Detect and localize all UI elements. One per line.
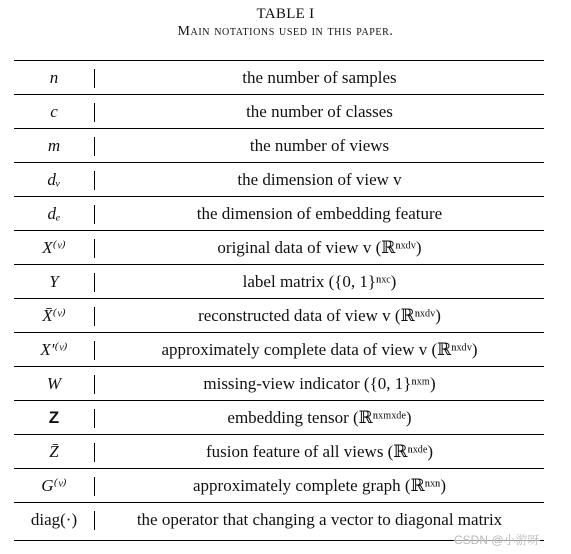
table-title: TABLE I	[256, 6, 315, 22]
table-row	[14, 265, 544, 299]
description-cell: embedding tensor (ℝⁿˣᵐˣᵈᵉ)	[227, 407, 412, 427]
table-row	[14, 197, 544, 231]
symbol-cell: X⁽ᵛ⁾	[42, 237, 66, 257]
table-row	[14, 469, 544, 503]
description-cell: the dimension of embedding feature	[196, 203, 443, 223]
symbol-cell: dᵥ	[47, 169, 61, 189]
description-cell: the operator that changing a vector to diagonal matrix	[136, 510, 503, 529]
description-cell: reconstructed data of view v (ℝⁿˣᵈᵛ)	[198, 305, 441, 325]
symbol-cell: Y	[49, 271, 59, 291]
watermark: CSDN @小游呀	[454, 533, 540, 547]
symbol-cell: n	[49, 67, 59, 87]
table-row	[14, 333, 544, 367]
symbol-cell: c	[50, 101, 58, 121]
symbol-cell: X̄⁽ᵛ⁾	[42, 305, 66, 325]
symbol-cell: m	[47, 135, 61, 155]
table-row	[14, 129, 544, 163]
symbol-cell: W	[46, 373, 62, 393]
description-cell: approximately complete graph (ℝⁿˣⁿ)	[192, 475, 447, 495]
description-cell: fusion feature of all views (ℝⁿˣᵈᵉ)	[205, 441, 434, 461]
notation-table	[14, 61, 544, 537]
symbol-cell: X′⁽ᵛ⁾	[40, 339, 68, 359]
description-cell: original data of view v (ℝⁿˣᵈᵛ)	[217, 237, 422, 257]
description-cell: the number of views	[249, 135, 390, 155]
symbol-cell: Z̄	[49, 441, 59, 461]
description-cell: the number of classes	[246, 101, 393, 121]
table-row	[14, 401, 544, 435]
description-cell: missing-view indicator ({0, 1}ⁿˣᵐ)	[203, 373, 436, 393]
table-row	[14, 61, 544, 95]
table-row	[14, 231, 544, 265]
table-row	[14, 163, 544, 197]
symbol-cell: G⁽ᵛ⁾	[41, 475, 67, 495]
table-row	[14, 95, 544, 129]
table-row	[14, 435, 544, 469]
description-cell: the dimension of view v	[237, 169, 402, 189]
symbol-cell: dₑ	[47, 203, 61, 223]
symbol-cell: diag(·)	[30, 510, 78, 529]
table-row	[14, 299, 544, 333]
table-caption: Main notations used in this paper.	[177, 24, 394, 39]
description-cell: label matrix ({0, 1}ⁿˣᶜ)	[242, 271, 397, 291]
table-row	[14, 367, 544, 401]
description-cell: the number of samples	[242, 67, 397, 87]
description-cell: approximately complete data of view v (ℝⁿˣᵈᵛ)	[161, 339, 478, 359]
symbol-cell: Z	[48, 407, 60, 427]
